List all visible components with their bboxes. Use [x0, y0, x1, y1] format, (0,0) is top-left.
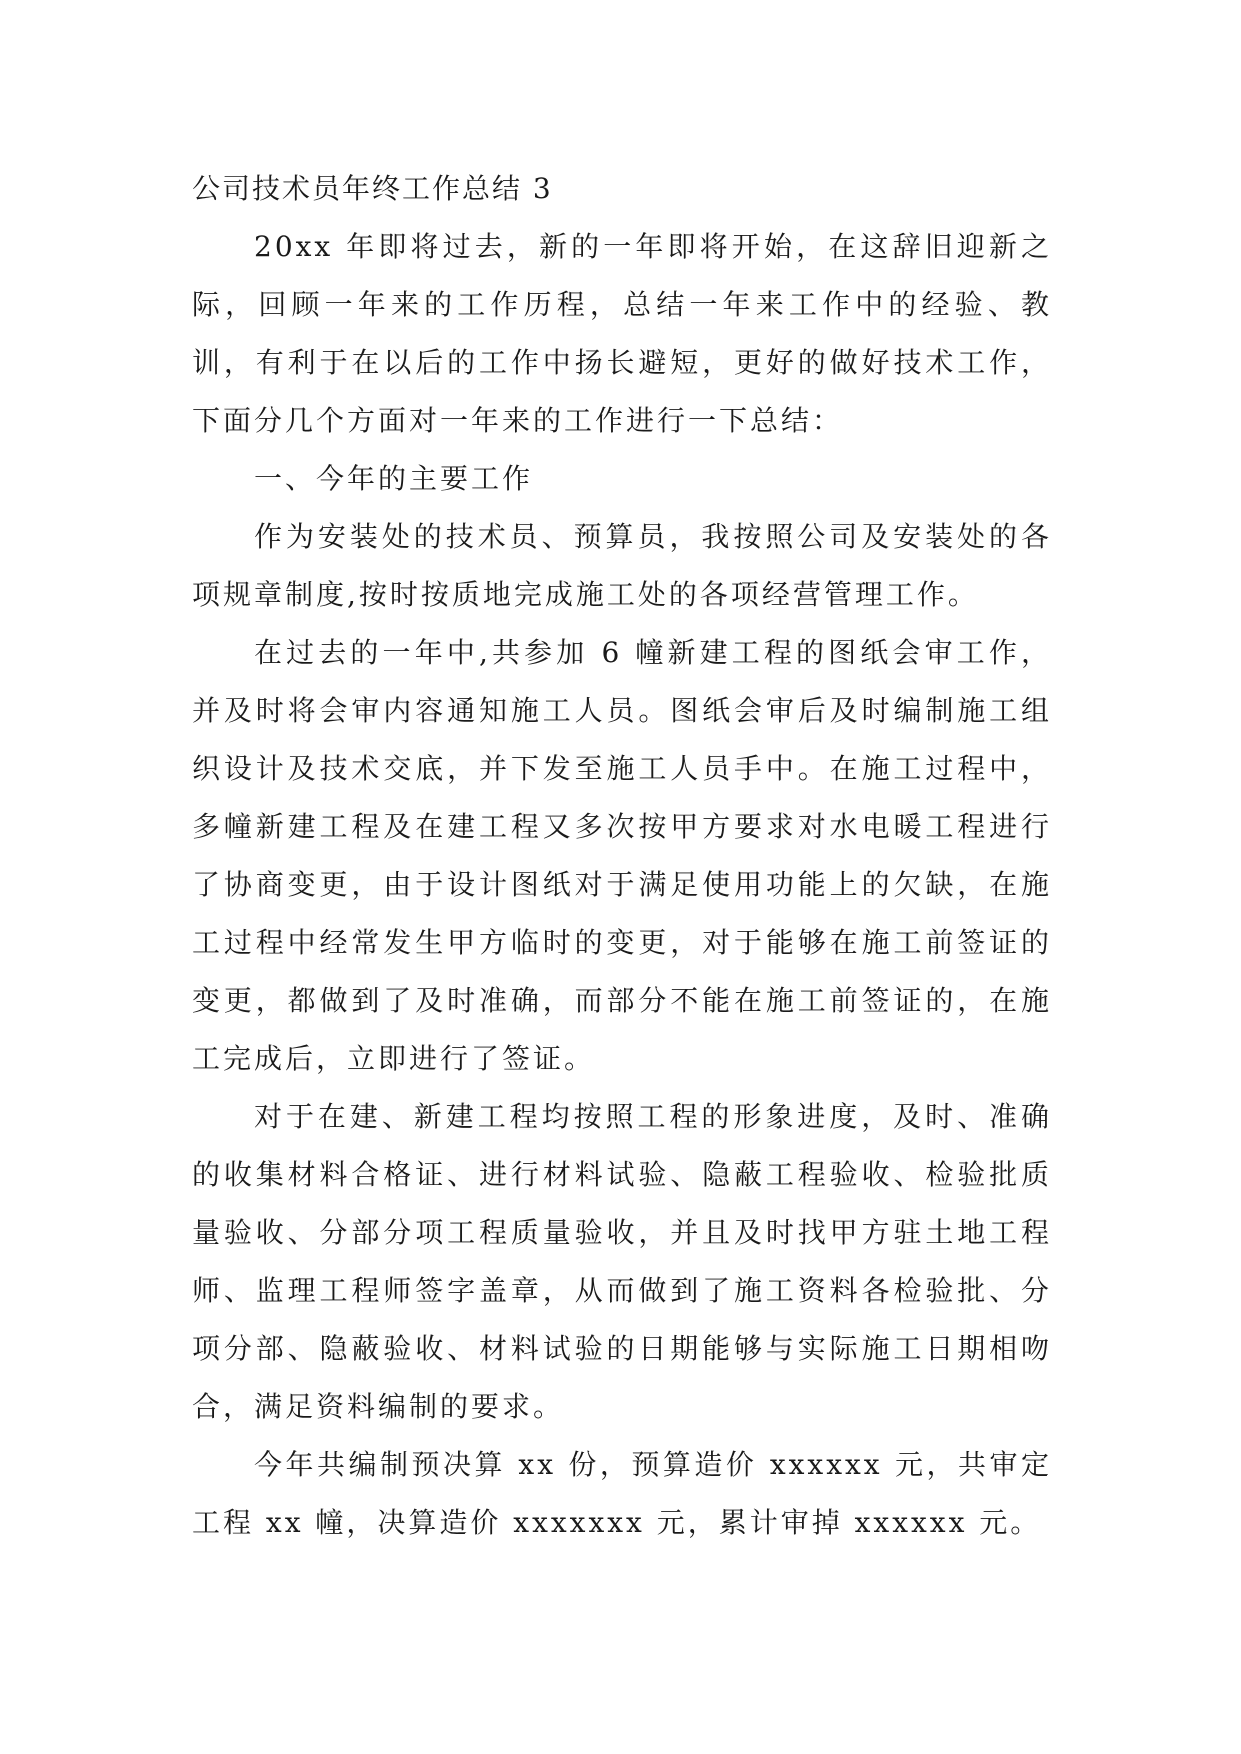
paragraph-budget-summary: 今年共编制预决算 xx 份，预算造价 xxxxxx 元，共审定工程 xx 幢，决算造价 xxxxxxx 元，累计审掉 xxxxxx 元。 [192, 1448, 1052, 1539]
document-title: 公司技术员年终工作总结 3 [192, 172, 553, 205]
paragraph-drawing-review: 在过去的一年中,共参加 6 幢新建工程的图纸会审工作，并及时将会审内容通知施工人员。图纸会审后及时编制施工组织设计及技术交底，并下发至施工人员手中。在施工过程中，多幢新建工程及在建工程又多次按甲方要求对水电暖工程进行了协商变更，由于设计图纸对于满足使用功能上的欠缺，在施工过程中经常发生甲方临时的变更，对于能够在施工前签证的变更，都做到了及时准确，而部分不能在施工前签证的，在施工完成后，立即进行了签证。 [192, 636, 1052, 1075]
paragraph-role: 作为安装处的技术员、预算员，我按照公司及安装处的各项规章制度,按时按质地完成施工处的各项经营管理工作。 [192, 520, 1052, 611]
document-body [192, 160, 1052, 1552]
paragraph-quality-acceptance: 对于在建、新建工程均按照工程的形象进度，及时、准确的收集材料合格证、进行材料试验、隐蔽工程验收、检验批质量验收、分部分项工程质量验收，并且及时找甲方驻土地工程师、监理工程师签字盖章，从而做到了施工资料各检验批、分项分部、隐蔽验收、材料试验的日期能够与实际施工日期相吻合，满足资料编制的要求。 [192, 1100, 1052, 1423]
intro-paragraph: 20xx 年即将过去，新的一年即将开始，在这辞旧迎新之际，回顾一年来的工作历程，总结一年来工作中的经验、教训，有利于在以后的工作中扬长避短，更好的做好技术工作，下面分几个方面对一年来的工作进行一下总结： [192, 230, 1052, 437]
section-heading-main-work: 一、今年的主要工作 [254, 462, 534, 495]
